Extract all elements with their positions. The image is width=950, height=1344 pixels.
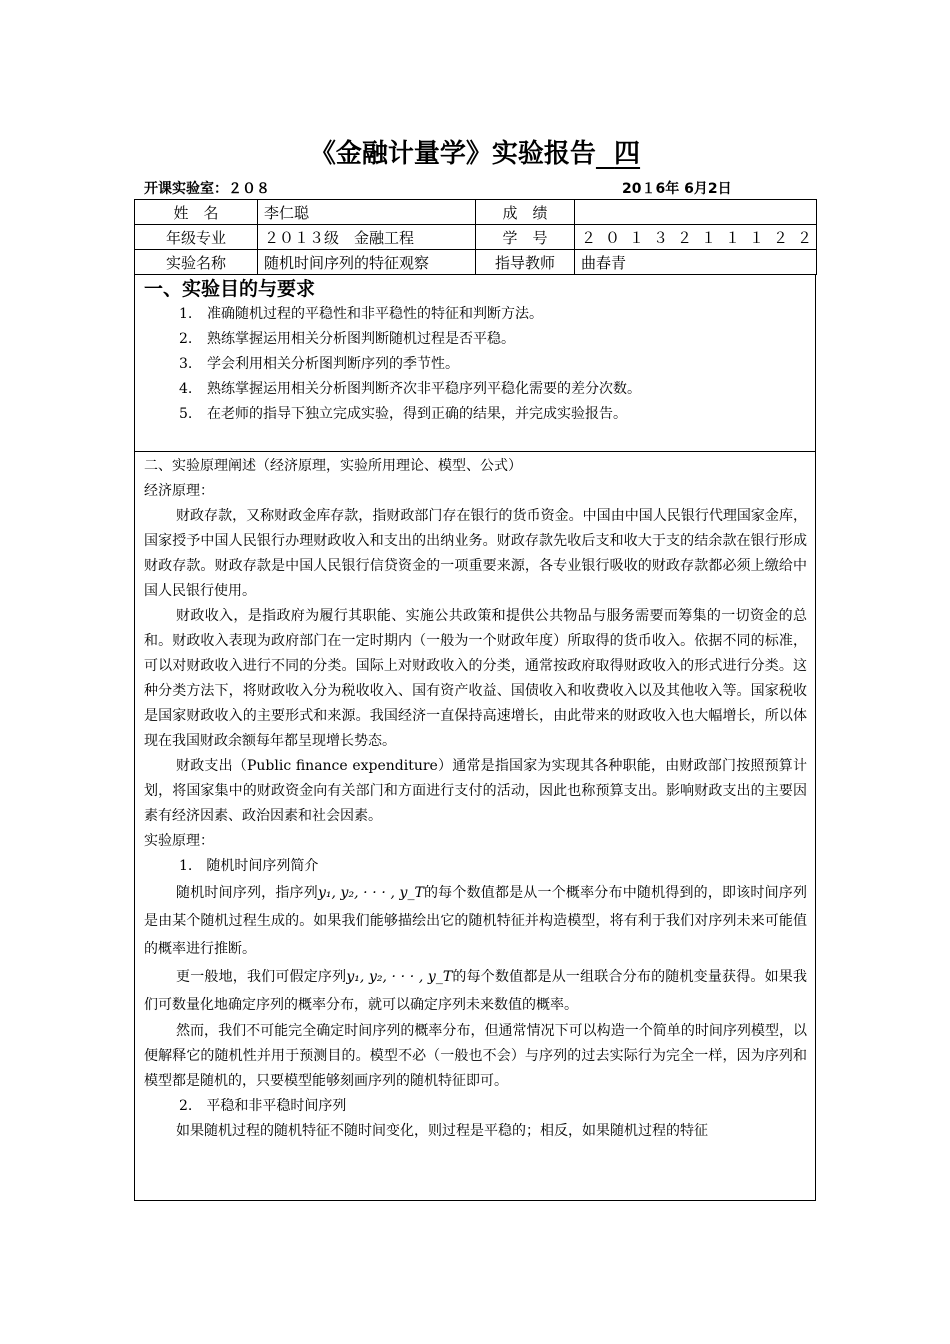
title-text: 《金融计量学》实验报告 [309, 139, 596, 169]
econ-principle-label: 经济原理： [144, 483, 214, 499]
experiment-name: 随机时间序列的特征观察 [258, 250, 476, 275]
name-label: 姓 名 [135, 200, 258, 225]
exp-principle-label: 实验原理： [144, 833, 214, 849]
list-item: 4. 熟练掌握运用相关分析图判断齐次非平稳序列平稳化需要的差分次数。 [179, 381, 641, 397]
sequence-formula: y₁, y₂, · · · , y_T [346, 969, 453, 985]
table-row [135, 250, 817, 275]
table-row [135, 200, 817, 225]
experiment-label: 实验名称 [135, 250, 258, 275]
sequence-formula: y₁, y₂, · · · , y_T [317, 885, 424, 901]
list-item: 5. 在老师的指导下独立完成实验，得到正确的结果，并完成实验报告。 [179, 406, 627, 422]
lab-room: 开课实验室：２０８ [144, 181, 270, 197]
report-info-line [144, 178, 816, 198]
paragraph: 财政支出（Public finance expenditure）通常是指国家为实现其各种职能，由财政部门按照预算计划，将国家集中的财政资金向有关部门和方面进行支付的活动，因此也称预算支出。影响财政支出的主要因素有经济因素、政治因素和社会因素。 [144, 758, 807, 824]
paragraph: 随机时间序列，指序列y₁, y₂, · · · , y_T的每个数值都是从一个概率分布中随机得到的，即该时间序列是由某个随机过程生成的。如果我们能够描绘出它的随机特征并构造模型，将有利于我们对序列未来可能值的概率进行推断。 [144, 885, 808, 957]
subheading: 2. 平稳和非平稳时间序列 [179, 1098, 347, 1114]
list-item: 2. 熟练掌握运用相关分析图判断随机过程是否平稳。 [179, 331, 515, 347]
list-item: 1. 准确随机过程的平稳性和非平稳性的特征和判断方法。 [179, 306, 543, 322]
teacher-label: 指导教师 [476, 250, 575, 275]
student-info-table [134, 199, 822, 275]
paragraph: 更一般地，我们可假定序列y₁, y₂, · · · , y_T的每个数值都是从一组联合分布的随机变量获得。如果我们可数量化地确定序列的概率分布，就可以确定序列未来数值的概率。 [144, 969, 808, 1013]
grade-label: 成 绩 [476, 200, 575, 225]
principles-heading: 二、实验原理阐述（经济原理，实验所用理论、模型、公式） [144, 458, 522, 474]
student-id: ２０１３２１１１２２ [575, 225, 817, 250]
principles-section [134, 451, 816, 1201]
table-row [135, 225, 817, 250]
report-date: 20１6年 6月2日 [622, 181, 732, 197]
teacher-name: 曲春青 [575, 250, 817, 275]
list-item: 3. 学会利用相关分析图判断序列的季节性。 [179, 356, 459, 372]
report-number: 四 [614, 139, 641, 169]
paragraph: 财政存款，又称财政金库存款，指财政部门存在银行的货币资金。中国由中国人民银行代理国家金库，国家授予中国人民银行办理财政收入和支出的出纳业务。财政存款先收后支和收大于支的结余款在银行形成财政存款。财政存款是中国人民银行信贷资金的一项重要来源，各专业银行吸收的财政存款都必须上缴给中国人民银行使用。 [144, 508, 807, 599]
major-label: 年级专业 [135, 225, 258, 250]
grade-value [575, 200, 817, 225]
objectives-heading: 一、实验目的与要求 [144, 278, 316, 300]
student-name: 李仁聪 [258, 200, 476, 225]
paragraph: 如果随机过程的随机特征不随时间变化，则过程是平稳的；相反，如果随机过程的特征 [176, 1123, 708, 1139]
objectives-list [135, 302, 815, 427]
paragraph: 然而，我们不可能完全确定时间序列的概率分布，但通常情况下可以构造一个简单的时间序列模型，以便解释它的随机性并用于预测目的。模型不必（一般也不会）与序列的过去实际行为完全一样，因为序列和模型都是随机的，只要模型能够刻画序列的随机特征即可。 [144, 1023, 807, 1089]
subheading: 1. 随机时间序列简介 [179, 858, 319, 874]
id-label: 学 号 [476, 225, 575, 250]
paragraph: 财政收入，是指政府为履行其职能、实施公共政策和提供公共物品与服务需要而筹集的一切资金的总和。财政收入表现为政府部门在一定时期内（一般为一个财政年度）所取得的货币收入。依据不同的标准，可以对财政收入进行不同的分类。国际上对财政收入的分类，通常按政府取得财政收入的形式进行分类。这种分类方法下，将财政收入分为税收收入、国有资产收益、国债收入和收费收入以及其他收入等。国家税收是国家财政收入的主要形式和来源。我国经济一直保持高速增长，由此带来的财政收入也大幅增长，所以体现在我国财政余额每年都呈现增长势态。 [144, 608, 807, 749]
objectives-section [134, 275, 816, 452]
report-title [0, 133, 950, 170]
student-major: ２０１３级 金融工程 [258, 225, 476, 250]
